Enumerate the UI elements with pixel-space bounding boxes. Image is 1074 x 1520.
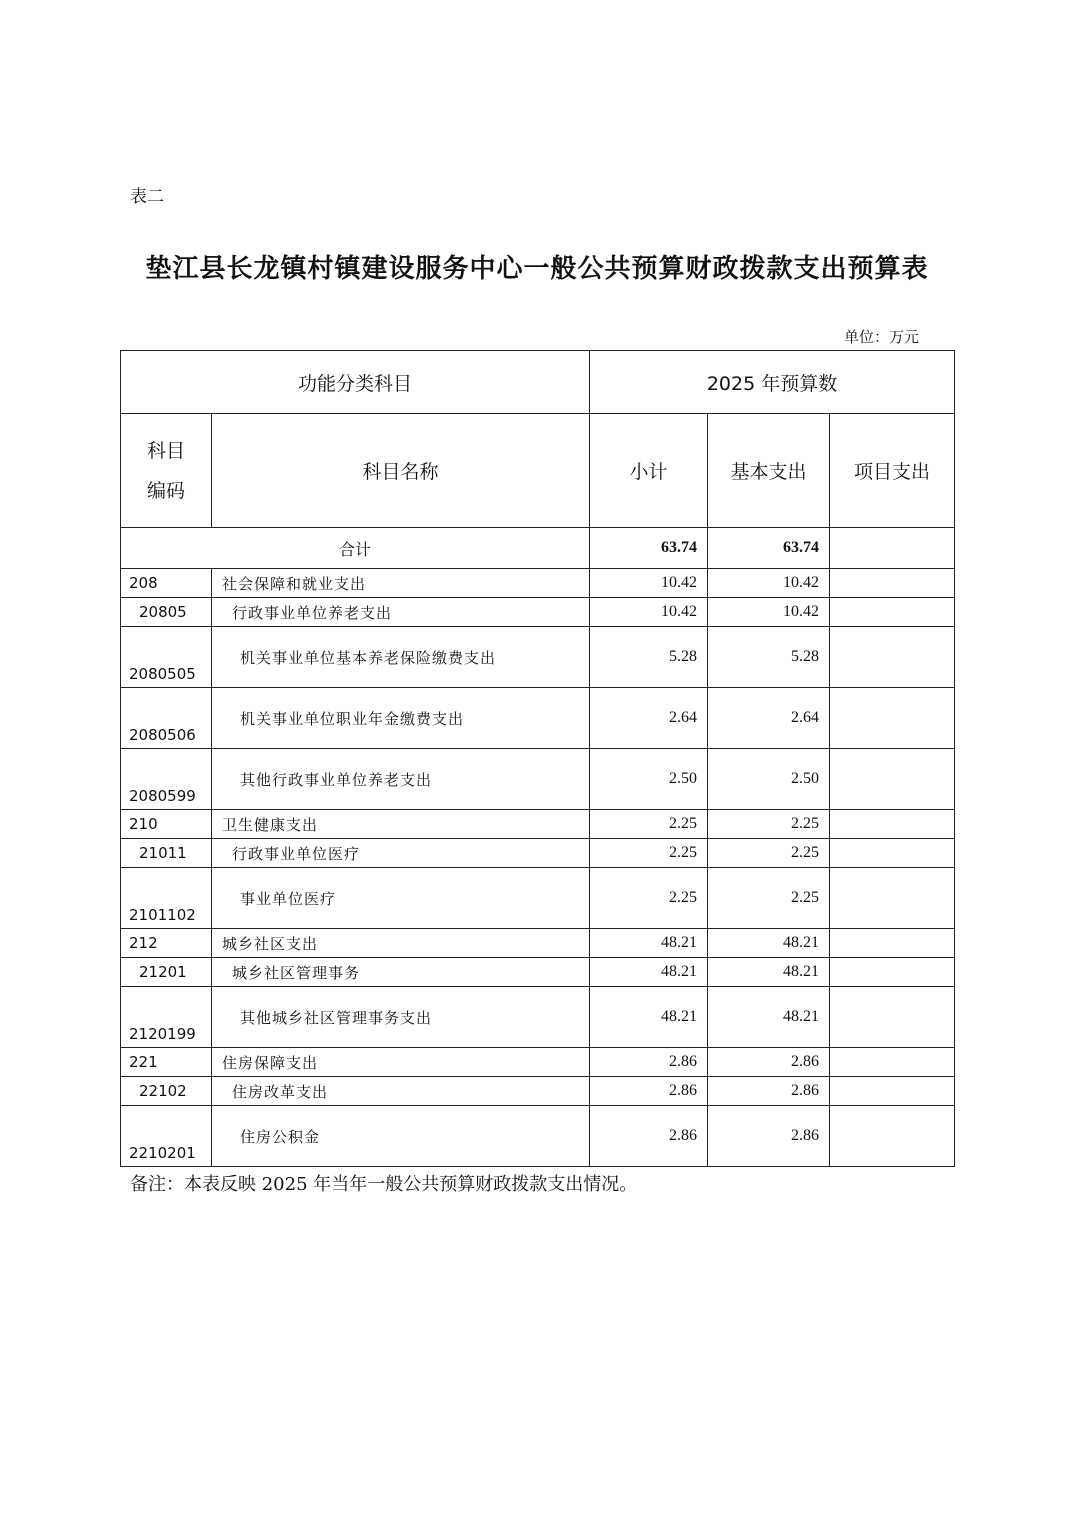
row-project: [830, 749, 955, 810]
row-code: 2080599: [121, 749, 212, 810]
row-basic: 48.21: [708, 987, 830, 1048]
row-basic: 10.42: [708, 598, 830, 627]
row-subtotal: 48.21: [590, 958, 708, 987]
row-name: 城乡社区支出: [212, 929, 590, 958]
table-row: [121, 598, 955, 627]
row-name: 住房保障支出: [212, 1048, 590, 1077]
total-row: [121, 528, 955, 569]
row-name: 行政事业单位医疗: [212, 839, 590, 868]
row-name: 其他行政事业单位养老支出: [212, 749, 590, 810]
row-name: 行政事业单位养老支出: [212, 598, 590, 627]
header-subtotal: 小计: [590, 414, 708, 528]
row-code: 2080505: [121, 627, 212, 688]
table-label: 表二: [130, 187, 164, 207]
row-project: [830, 839, 955, 868]
row-basic: 48.21: [708, 929, 830, 958]
row-name: 城乡社区管理事务: [212, 958, 590, 987]
unit-label: 单位：万元: [843, 328, 919, 346]
header-project: 项目支出: [830, 414, 955, 528]
row-subtotal: 10.42: [590, 569, 708, 598]
row-subtotal: 5.28: [590, 627, 708, 688]
row-project: [830, 1106, 955, 1167]
row-code: 21011: [121, 839, 212, 868]
table-row: [121, 839, 955, 868]
budget-table: [120, 350, 955, 1167]
table-row: [121, 569, 955, 598]
header-name: 科目名称: [212, 414, 590, 528]
row-basic: 2.86: [708, 1106, 830, 1167]
row-name: 社会保障和就业支出: [212, 569, 590, 598]
row-subtotal: 10.42: [590, 598, 708, 627]
table-row: [121, 1077, 955, 1106]
row-code: 221: [121, 1048, 212, 1077]
row-subtotal: 48.21: [590, 929, 708, 958]
row-subtotal: 2.86: [590, 1106, 708, 1167]
row-code: 208: [121, 569, 212, 598]
table-row: [121, 987, 955, 1048]
row-subtotal: 48.21: [590, 987, 708, 1048]
total-basic: 63.74: [708, 528, 830, 569]
row-project: [830, 958, 955, 987]
row-name: 卫生健康支出: [212, 810, 590, 839]
table-row: [121, 1106, 955, 1167]
row-basic: 2.86: [708, 1048, 830, 1077]
row-subtotal: 2.64: [590, 688, 708, 749]
row-basic: 2.25: [708, 839, 830, 868]
table-row: [121, 688, 955, 749]
row-project: [830, 1048, 955, 1077]
row-basic: 2.64: [708, 688, 830, 749]
row-basic: 10.42: [708, 569, 830, 598]
total-project: [830, 528, 955, 569]
row-project: [830, 627, 955, 688]
row-name: 机关事业单位基本养老保险缴费支出: [212, 627, 590, 688]
table-row: [121, 958, 955, 987]
row-name: 机关事业单位职业年金缴费支出: [212, 688, 590, 749]
row-name: 事业单位医疗: [212, 868, 590, 929]
header-basic: 基本支出: [708, 414, 830, 528]
table-row: [121, 868, 955, 929]
row-basic: 2.25: [708, 868, 830, 929]
row-project: [830, 810, 955, 839]
row-basic: 48.21: [708, 958, 830, 987]
row-code: 21201: [121, 958, 212, 987]
row-code: 22102: [121, 1077, 212, 1106]
row-subtotal: 2.25: [590, 868, 708, 929]
row-name: 住房改革支出: [212, 1077, 590, 1106]
header-row-2: [121, 414, 955, 528]
row-code: 2210201: [121, 1106, 212, 1167]
row-basic: 5.28: [708, 627, 830, 688]
footnote: 备注：本表反映 2025 年当年一般公共预算财政拨款支出情况。: [130, 1174, 638, 1195]
table-row: [121, 627, 955, 688]
row-code: 2120199: [121, 987, 212, 1048]
row-project: [830, 688, 955, 749]
row-name: 住房公积金: [212, 1106, 590, 1167]
row-subtotal: 2.50: [590, 749, 708, 810]
row-name: 其他城乡社区管理事务支出: [212, 987, 590, 1048]
row-project: [830, 1077, 955, 1106]
row-basic: 2.86: [708, 1077, 830, 1106]
header-code-line2: 编码: [146, 479, 185, 502]
row-code: 210: [121, 810, 212, 839]
row-project: [830, 987, 955, 1048]
header-category: 功能分类科目: [121, 351, 590, 414]
row-project: [830, 868, 955, 929]
table-row: [121, 1048, 955, 1077]
header-code-line1: 科目: [146, 439, 185, 462]
header-code: [121, 414, 212, 528]
row-code: 20805: [121, 598, 212, 627]
row-code: 2101102: [121, 868, 212, 929]
row-basic: 2.50: [708, 749, 830, 810]
row-project: [830, 598, 955, 627]
row-project: [830, 929, 955, 958]
row-subtotal: 2.25: [590, 839, 708, 868]
row-project: [830, 569, 955, 598]
row-subtotal: 2.86: [590, 1048, 708, 1077]
header-row-1: [121, 351, 955, 414]
row-subtotal: 2.86: [590, 1077, 708, 1106]
header-budget-year: 2025 年预算数: [590, 351, 955, 414]
row-code: 212: [121, 929, 212, 958]
total-subtotal: 63.74: [590, 528, 708, 569]
total-label: 合计: [121, 528, 590, 569]
document-title: 垫江县长龙镇村镇建设服务中心一般公共预算财政拨款支出预算表: [145, 254, 929, 284]
table-row: [121, 749, 955, 810]
row-code: 2080506: [121, 688, 212, 749]
row-basic: 2.25: [708, 810, 830, 839]
table-row: [121, 929, 955, 958]
row-subtotal: 2.25: [590, 810, 708, 839]
table-row: [121, 810, 955, 839]
